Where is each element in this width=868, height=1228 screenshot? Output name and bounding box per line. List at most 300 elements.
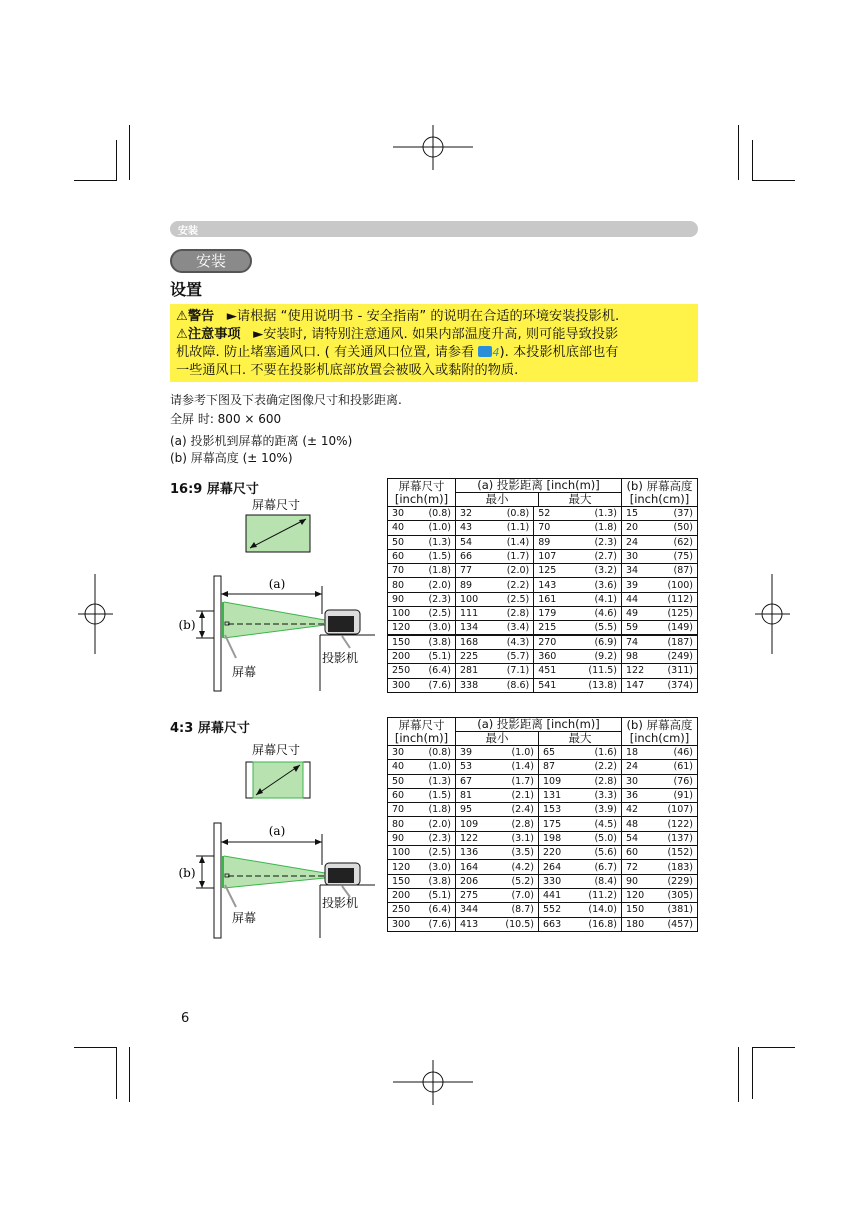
table-cell (622, 788, 698, 802)
caution-text: ►安装时, 请特别注意通风. 如果内部温度升高, 则可能导致投影 (253, 327, 619, 342)
cell-metric-value: (137) (667, 832, 693, 844)
table-cell (456, 817, 539, 831)
cell-primary-value: 77 (460, 565, 473, 577)
page-reference[interactable]: 4 (492, 346, 500, 359)
registration-mark-icon (755, 574, 790, 654)
cell-metric-value: (2.2) (506, 579, 530, 591)
cell-metric-value: (5.7) (506, 651, 530, 663)
table-cell (456, 803, 539, 817)
table-cell (622, 860, 698, 874)
table-cell (534, 635, 622, 649)
cell-metric-value: (2.0) (428, 818, 451, 830)
table-cell (456, 917, 539, 931)
cell-primary-value: 70 (392, 804, 405, 816)
table-cell (538, 917, 621, 931)
warning-box (170, 304, 698, 382)
table-cell (456, 774, 539, 788)
table-cell (388, 817, 456, 831)
cell-metric-value: (100) (667, 579, 693, 591)
table-row (388, 592, 698, 606)
cell-primary-value: 136 (460, 847, 479, 859)
table-row (388, 817, 698, 831)
table-cell (388, 507, 456, 521)
table-cell (622, 774, 698, 788)
cell-primary-value: 80 (392, 818, 405, 830)
cell-primary-value: 451 (538, 665, 557, 677)
warning-text: ►请根据 “使用说明书 - 安全指南” 的说明在合适的环境安装投影机. (226, 309, 620, 324)
cell-primary-value: 100 (460, 593, 479, 605)
table-cell (388, 774, 456, 788)
table-cell (388, 549, 456, 563)
intro-line: (b) 屏幕高度 (± 10%) (170, 451, 293, 465)
crop-mark (116, 1047, 117, 1099)
table-row (388, 564, 698, 578)
cell-metric-value: (3.5) (511, 847, 534, 859)
cell-metric-value: (6.4) (428, 665, 451, 677)
table-cell (534, 607, 622, 621)
cell-primary-value: 15 (626, 508, 639, 520)
cell-primary-value: 54 (460, 536, 473, 548)
cell-metric-value: (1.3) (594, 508, 617, 520)
cell-primary-value: 87 (542, 761, 556, 773)
table-cell (538, 860, 621, 874)
table-cell (622, 874, 698, 888)
table-cell (622, 846, 698, 860)
distance-table-4-3 (387, 717, 698, 932)
cell-primary-value: 74 (626, 637, 639, 649)
cell-primary-value: 89 (538, 536, 551, 548)
table-cell (534, 664, 622, 678)
cell-primary-value: 107 (538, 551, 557, 563)
cell-metric-value: (0.8) (428, 747, 451, 759)
table-row (388, 621, 698, 635)
table-cell (538, 888, 621, 902)
cell-primary-value: 275 (460, 890, 479, 902)
table-cell (388, 788, 456, 802)
crop-mark (129, 1047, 130, 1102)
table-cell (388, 592, 456, 606)
table-cell (456, 846, 539, 860)
cell-primary-value: 24 (626, 761, 639, 773)
intro-line: 全屏 时: 800 × 600 (170, 412, 282, 426)
cell-primary-value: 20 (626, 522, 639, 534)
screen-label: 屏幕 (232, 665, 257, 679)
table-row (388, 549, 698, 563)
cell-metric-value: (2.0) (428, 579, 451, 591)
cell-metric-value: (4.2) (511, 861, 534, 873)
cell-primary-value: 131 (542, 790, 562, 802)
cell-metric-value: (1.0) (428, 522, 451, 534)
cell-primary-value: 53 (460, 761, 473, 773)
table-cell (456, 549, 534, 563)
cell-primary-value: 300 (392, 918, 411, 930)
cell-primary-value: 541 (538, 679, 557, 691)
cell-primary-value: 143 (538, 579, 557, 591)
caution-line-1 (176, 326, 692, 344)
cell-primary-value: 250 (392, 904, 411, 916)
cell-primary-value: 39 (626, 579, 639, 591)
table-cell (534, 649, 622, 663)
crop-mark (752, 1047, 753, 1099)
cell-primary-value: 80 (392, 579, 405, 591)
table-cell (388, 664, 456, 678)
registration-mark-icon (393, 1060, 473, 1105)
cell-metric-value: (5.5) (594, 622, 617, 634)
cell-primary-value: 134 (460, 622, 479, 634)
cell-metric-value: (229) (667, 875, 693, 887)
section-pill-label: 安装 (195, 252, 226, 270)
cell-metric-value: (1.4) (506, 536, 530, 548)
cell-metric-value: (2.8) (594, 775, 617, 787)
cell-metric-value: (2.4) (511, 804, 534, 816)
distance-table-16-9 (387, 478, 698, 693)
cell-primary-value: 95 (460, 804, 473, 816)
registration-mark-icon (78, 574, 113, 654)
cell-primary-value: 161 (538, 593, 557, 605)
cell-metric-value: (183) (667, 861, 693, 873)
diagram-title-4-3: 4:3 屏幕尺寸 (170, 721, 250, 736)
cell-primary-value: 168 (460, 637, 479, 649)
cell-primary-value: 100 (392, 847, 411, 859)
cell-metric-value: (457) (667, 918, 693, 930)
cell-primary-value: 300 (392, 679, 411, 691)
crop-mark (74, 180, 117, 181)
table-cell (388, 607, 456, 621)
table-cell (388, 803, 456, 817)
table-cell (534, 621, 622, 635)
table-cell (388, 760, 456, 774)
cell-primary-value: 50 (392, 775, 405, 787)
cell-primary-value: 60 (626, 847, 639, 859)
cell-metric-value: (7.1) (506, 665, 530, 677)
cell-metric-value: (1.7) (506, 551, 530, 563)
cell-primary-value: 175 (542, 818, 562, 830)
table-cell (622, 760, 698, 774)
table-row (388, 678, 698, 692)
table-cell (622, 521, 698, 535)
cell-primary-value: 42 (626, 804, 639, 816)
cell-primary-value: 72 (626, 861, 639, 873)
table-cell (388, 846, 456, 860)
cell-primary-value: 40 (392, 761, 405, 773)
table-cell (388, 578, 456, 592)
table-cell (622, 888, 698, 902)
cell-primary-value: 220 (542, 847, 562, 859)
cell-metric-value: (187) (667, 637, 693, 649)
cell-metric-value: (1.7) (511, 775, 534, 787)
table-cell (456, 874, 539, 888)
cell-metric-value: (1.8) (428, 804, 451, 816)
table-cell (456, 888, 539, 902)
table-cell (534, 578, 622, 592)
table-cell (622, 678, 698, 692)
cell-primary-value: 44 (626, 593, 639, 605)
cell-metric-value: (1.5) (428, 790, 451, 802)
table-cell (534, 549, 622, 563)
caution-text: 机故障. 防止堵塞通风口. ( 有关通风口位置, 请参看 (176, 345, 479, 360)
table-cell (622, 607, 698, 621)
cell-metric-value: (1.5) (428, 551, 451, 563)
cell-metric-value: (5.6) (594, 847, 617, 859)
table-row (388, 774, 698, 788)
cell-primary-value: 54 (626, 832, 639, 844)
table-row (388, 649, 698, 663)
cell-primary-value: 122 (460, 832, 479, 844)
cell-metric-value: (37) (673, 508, 693, 520)
table-cell (538, 903, 621, 917)
warning-label: ⚠警告 (176, 309, 215, 324)
height-b-label: (b) (178, 866, 196, 880)
cell-primary-value: 200 (392, 890, 411, 902)
cell-primary-value: 30 (392, 747, 405, 759)
table-cell (388, 649, 456, 663)
cell-metric-value: (9.2) (594, 651, 617, 663)
cell-primary-value: 39 (460, 747, 473, 759)
cell-primary-value: 49 (626, 608, 639, 620)
caution-text: ). 本投影机底部也有 (499, 345, 619, 360)
cell-metric-value: (2.5) (428, 608, 451, 620)
cell-primary-value: 330 (542, 875, 562, 887)
registration-mark-icon (393, 125, 473, 170)
cell-primary-value: 180 (626, 918, 645, 930)
cell-metric-value: (3.3) (594, 790, 617, 802)
cell-metric-value: (5.1) (428, 651, 451, 663)
cell-primary-value: 111 (460, 608, 479, 620)
cell-primary-value: 18 (626, 747, 639, 759)
table-cell (456, 678, 534, 692)
cell-metric-value: (1.0) (511, 747, 534, 759)
table-cell (456, 746, 539, 760)
table-row (388, 507, 698, 521)
cell-metric-value: (1.1) (506, 522, 530, 534)
table-cell (388, 746, 456, 760)
cell-metric-value: (305) (667, 890, 693, 902)
table-row (388, 521, 698, 535)
crop-mark (129, 125, 130, 180)
col-header-throw-distance: (a) 投影距离 [inch(m)] 最小 最大 (456, 718, 622, 746)
caution-label: ⚠注意事项 (176, 327, 241, 342)
cell-metric-value: (3.6) (594, 579, 617, 591)
cell-primary-value: 90 (392, 832, 405, 844)
cell-metric-value: (2.8) (511, 818, 534, 830)
table-row (388, 903, 698, 917)
cell-metric-value: (3.0) (428, 861, 451, 873)
cell-primary-value: 100 (392, 608, 411, 620)
table-row (388, 846, 698, 860)
table-cell (534, 592, 622, 606)
table-cell (388, 874, 456, 888)
cell-primary-value: 344 (460, 904, 479, 916)
cell-primary-value: 441 (542, 890, 562, 902)
table-cell (622, 664, 698, 678)
cell-primary-value: 90 (626, 875, 639, 887)
cell-primary-value: 413 (460, 918, 479, 930)
cell-metric-value: (149) (667, 622, 693, 634)
cell-metric-value: (7.6) (428, 679, 451, 691)
cell-primary-value: 120 (392, 622, 411, 634)
table-row (388, 831, 698, 845)
table-cell (388, 535, 456, 549)
table-cell (456, 564, 534, 578)
cell-primary-value: 50 (392, 536, 405, 548)
cell-metric-value: (1.3) (428, 536, 451, 548)
cell-metric-value: (1.8) (428, 565, 451, 577)
cell-primary-value: 59 (626, 622, 639, 634)
col-header-screen-size: 屏幕尺寸 [inch(m)] (388, 718, 456, 746)
col-header-screen-size: 屏幕尺寸 [inch(m)] (388, 479, 456, 507)
table-cell (622, 635, 698, 649)
cell-metric-value: (2.7) (594, 551, 617, 563)
table-row (388, 607, 698, 621)
cell-primary-value: 200 (392, 651, 411, 663)
chapter-label: 安装 (178, 226, 198, 237)
table-cell (622, 549, 698, 563)
table-row (388, 746, 698, 760)
cell-primary-value: 30 (626, 551, 639, 563)
table-cell (456, 578, 534, 592)
table-cell (456, 521, 534, 535)
cell-primary-value: 552 (542, 904, 562, 916)
cell-metric-value: (4.5) (594, 818, 617, 830)
cell-primary-value: 67 (460, 775, 473, 787)
cell-metric-value: (7.6) (428, 918, 451, 930)
table-cell (388, 521, 456, 535)
table-cell (456, 607, 534, 621)
cell-metric-value: (5.0) (594, 832, 617, 844)
cell-metric-value: (14.0) (588, 904, 617, 916)
cell-primary-value: 89 (460, 579, 473, 591)
table-cell (622, 649, 698, 663)
cell-metric-value: (1.6) (594, 747, 617, 759)
col-header-screen-height: (b) 屏幕高度 [inch(cm)] (622, 479, 698, 507)
cell-primary-value: 150 (626, 904, 645, 916)
col-header-screen-height: (b) 屏幕高度 [inch(cm)] (622, 718, 698, 746)
cell-metric-value: (76) (673, 775, 693, 787)
crop-mark (752, 1047, 795, 1048)
crop-mark (116, 140, 117, 180)
cell-primary-value: 60 (392, 551, 405, 563)
cell-metric-value: (249) (667, 651, 693, 663)
cell-metric-value: (152) (667, 847, 693, 859)
cell-primary-value: 122 (626, 665, 645, 677)
table-cell (534, 521, 622, 535)
cell-metric-value: (6.7) (594, 861, 617, 873)
table-row (388, 874, 698, 888)
cell-primary-value: 225 (460, 651, 479, 663)
cell-primary-value: 65 (542, 747, 556, 759)
cell-metric-value: (3.8) (428, 875, 451, 887)
table-row (388, 788, 698, 802)
table-row (388, 578, 698, 592)
cell-metric-value: (2.3) (594, 536, 617, 548)
cell-primary-value: 125 (538, 565, 557, 577)
cell-metric-value: (311) (667, 665, 693, 677)
cell-primary-value: 30 (392, 508, 405, 520)
intro-line: 请参考下图及下表确定图像尺寸和投影距离. (170, 393, 402, 407)
cell-primary-value: 164 (460, 861, 479, 873)
cell-primary-value: 153 (542, 804, 562, 816)
cell-primary-value: 360 (538, 651, 557, 663)
table-cell (622, 817, 698, 831)
page-number: 6 (181, 1011, 190, 1026)
cell-metric-value: (3.2) (594, 565, 617, 577)
cell-metric-value: (3.8) (428, 637, 451, 649)
table-cell (456, 860, 539, 874)
cell-primary-value: 34 (626, 565, 639, 577)
table-cell (388, 860, 456, 874)
cell-primary-value: 98 (626, 651, 639, 663)
cell-metric-value: (3.9) (594, 804, 617, 816)
section-pill (170, 249, 252, 273)
table-cell (456, 535, 534, 549)
cell-primary-value: 60 (392, 790, 405, 802)
table-cell (622, 578, 698, 592)
cell-metric-value: (6.4) (428, 904, 451, 916)
table-cell (388, 917, 456, 931)
caution-line-3 (176, 362, 692, 380)
col-header-throw-distance: (a) 投影距离 [inch(m)] 最小 最大 (456, 479, 622, 507)
cell-metric-value: (4.6) (594, 608, 617, 620)
cell-metric-value: (3.1) (511, 832, 534, 844)
cell-metric-value: (112) (667, 593, 693, 605)
cell-primary-value: 40 (392, 522, 405, 534)
diagram-title-16-9: 16:9 屏幕尺寸 (170, 482, 259, 497)
cell-primary-value: 150 (392, 875, 411, 887)
table-cell (534, 564, 622, 578)
distance-a-label: (a) (268, 824, 286, 838)
cell-metric-value: (7.0) (511, 890, 534, 902)
cell-metric-value: (75) (673, 551, 693, 563)
table-row (388, 917, 698, 931)
cell-primary-value: 32 (460, 508, 473, 520)
cell-primary-value: 81 (460, 790, 473, 802)
projector-label: 投影机 (322, 651, 359, 665)
table-cell (622, 831, 698, 845)
cell-metric-value: (122) (667, 818, 693, 830)
table-cell (538, 774, 621, 788)
table-cell (538, 746, 621, 760)
table-cell (388, 564, 456, 578)
cell-primary-value: 70 (538, 522, 551, 534)
cell-primary-value: 120 (626, 890, 645, 902)
cell-metric-value: (5.2) (511, 875, 534, 887)
table-cell (456, 903, 539, 917)
table-cell (456, 831, 539, 845)
cell-metric-value: (62) (673, 536, 693, 548)
table-cell (622, 903, 698, 917)
cell-metric-value: (3.4) (506, 622, 530, 634)
caution-line-2 (176, 344, 692, 362)
cell-metric-value: (381) (667, 904, 693, 916)
table-row (388, 760, 698, 774)
cell-metric-value: (11.5) (588, 665, 617, 677)
table-cell (534, 507, 622, 521)
cell-metric-value: (6.9) (594, 637, 617, 649)
cell-metric-value: (2.2) (594, 761, 617, 773)
cell-metric-value: (2.5) (506, 593, 530, 605)
cell-metric-value: (125) (667, 608, 693, 620)
table-cell (534, 678, 622, 692)
book-icon (478, 346, 492, 357)
cell-metric-value: (4.1) (594, 593, 617, 605)
cell-metric-value: (10.5) (505, 918, 534, 930)
table-cell (388, 635, 456, 649)
cell-metric-value: (374) (667, 679, 693, 691)
table-row (388, 860, 698, 874)
table-cell (456, 635, 534, 649)
cell-metric-value: (2.5) (428, 847, 451, 859)
cell-metric-value: (3.0) (428, 622, 451, 634)
